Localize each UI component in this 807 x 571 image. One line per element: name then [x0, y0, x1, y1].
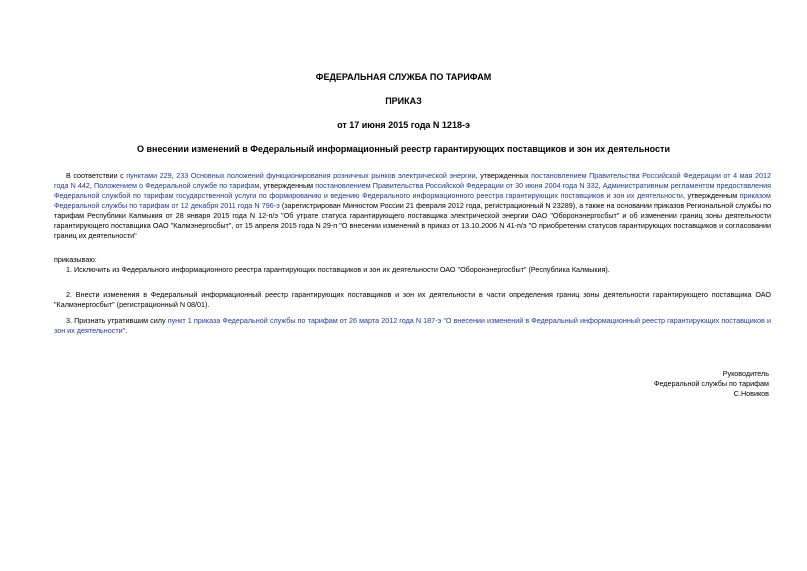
link-clause-233-retail-market-provisions[interactable]: 233 Основных положений функционирования розничных рынков электрической энергии [176, 171, 476, 180]
order-item-1: 1. Исключить из Федерального информационного реестра гарантирующих поставщиков и зон их деятельности ОАО "Оборонэнергосбыт" (Республика Калмыкия). [66, 265, 610, 274]
item3-text: 3. Признать утратившим силу [66, 316, 168, 325]
basis-text: , утвержденным [682, 191, 740, 200]
link-clauses-229[interactable]: пунктами 229 [126, 171, 172, 180]
document-date-number: от 17 июня 2015 года N 1218-э [337, 120, 470, 130]
basis-text: , [598, 181, 603, 190]
item3-end: . [125, 326, 128, 335]
basis-text: (зарегистрирован Минюстом России 21 февраля 2012 года, регистрационный N 23289), а также на основании приказов Региональной службы по тарифам Республики Калмыкия от 28 января 2015 года N 12-п/э "Об утрате статуса гарантирующего поставщика электрической энергии ОАО "Оборонэнергосбыт" и об изменении границ зоны деятельности гарантирующего поставщика ОАО "Калмэнергосбыт", от 15 апреля 2015 года N 29-п "О внесении изменений в приказ от 13.10.2006 N 41-п/э "О приобретении статусов гарантирующих поставщиков и согласовании границ их деятельности" [54, 201, 771, 240]
basis-text: , [89, 181, 95, 190]
document-type: ПРИКАЗ [385, 96, 422, 106]
order-item-3 [54, 316, 771, 336]
basis-text: , [171, 171, 177, 180]
signature-name: С.Новиков [733, 389, 769, 398]
order-word: приказываю: [54, 255, 97, 264]
signature-block [654, 369, 769, 399]
basis-text: , утвержденных [475, 171, 532, 180]
basis-text: , утвержденным [259, 181, 316, 190]
link-government-decree-442[interactable]: постановлением Правительства Российской Федерации от 4 мая 2012 года N 442 [54, 171, 771, 190]
link-fts-order-187[interactable]: пункт 1 приказа Федеральной службы по тарифам от 26 марта 2012 года N 187-э "О внесении изменений в Федеральный информационный реестр гарантирующих поставщиков и зон их деятельности" [54, 316, 771, 335]
link-fts-regulation[interactable]: Положением о Федеральной службе по тарифам [94, 181, 260, 190]
link-government-decree-332[interactable]: постановлением Правительства Российской Федерации от 30 июня 2004 года N 332 [315, 181, 599, 190]
signature-organization: Федеральной службы по тарифам [654, 379, 769, 388]
link-fts-order-796[interactable]: приказом Федеральной службы по тарифам от 12 декабря 2011 года N 796-э [54, 191, 771, 210]
link-administrative-regulation[interactable]: Административным регламентом предоставления Федеральной службой по тарифам государственной услуги по формированию и ведению Федерального информационного реестра гарантирующих поставщиков и зон их деятельности [54, 181, 772, 200]
legal-basis-paragraph [54, 171, 771, 241]
order-item-2: 2. Внести изменения в Федеральный информационный реестр гарантирующих поставщиков и зон их деятельности в части определения границ зоны деятельности гарантирующего поставщика ОАО "Калмэнергосбыт" (регистрационный N 08/01). [54, 290, 771, 309]
organization-title: ФЕДЕРАЛЬНАЯ СЛУЖБА ПО ТАРИФАМ [315, 72, 492, 82]
basis-text: В соответствии с [66, 171, 127, 180]
signature-position: Руководитель [722, 369, 769, 378]
document-subject: О внесении изменений в Федеральный информационный реестр гарантирующих поставщиков и зон их деятельности [137, 144, 670, 154]
